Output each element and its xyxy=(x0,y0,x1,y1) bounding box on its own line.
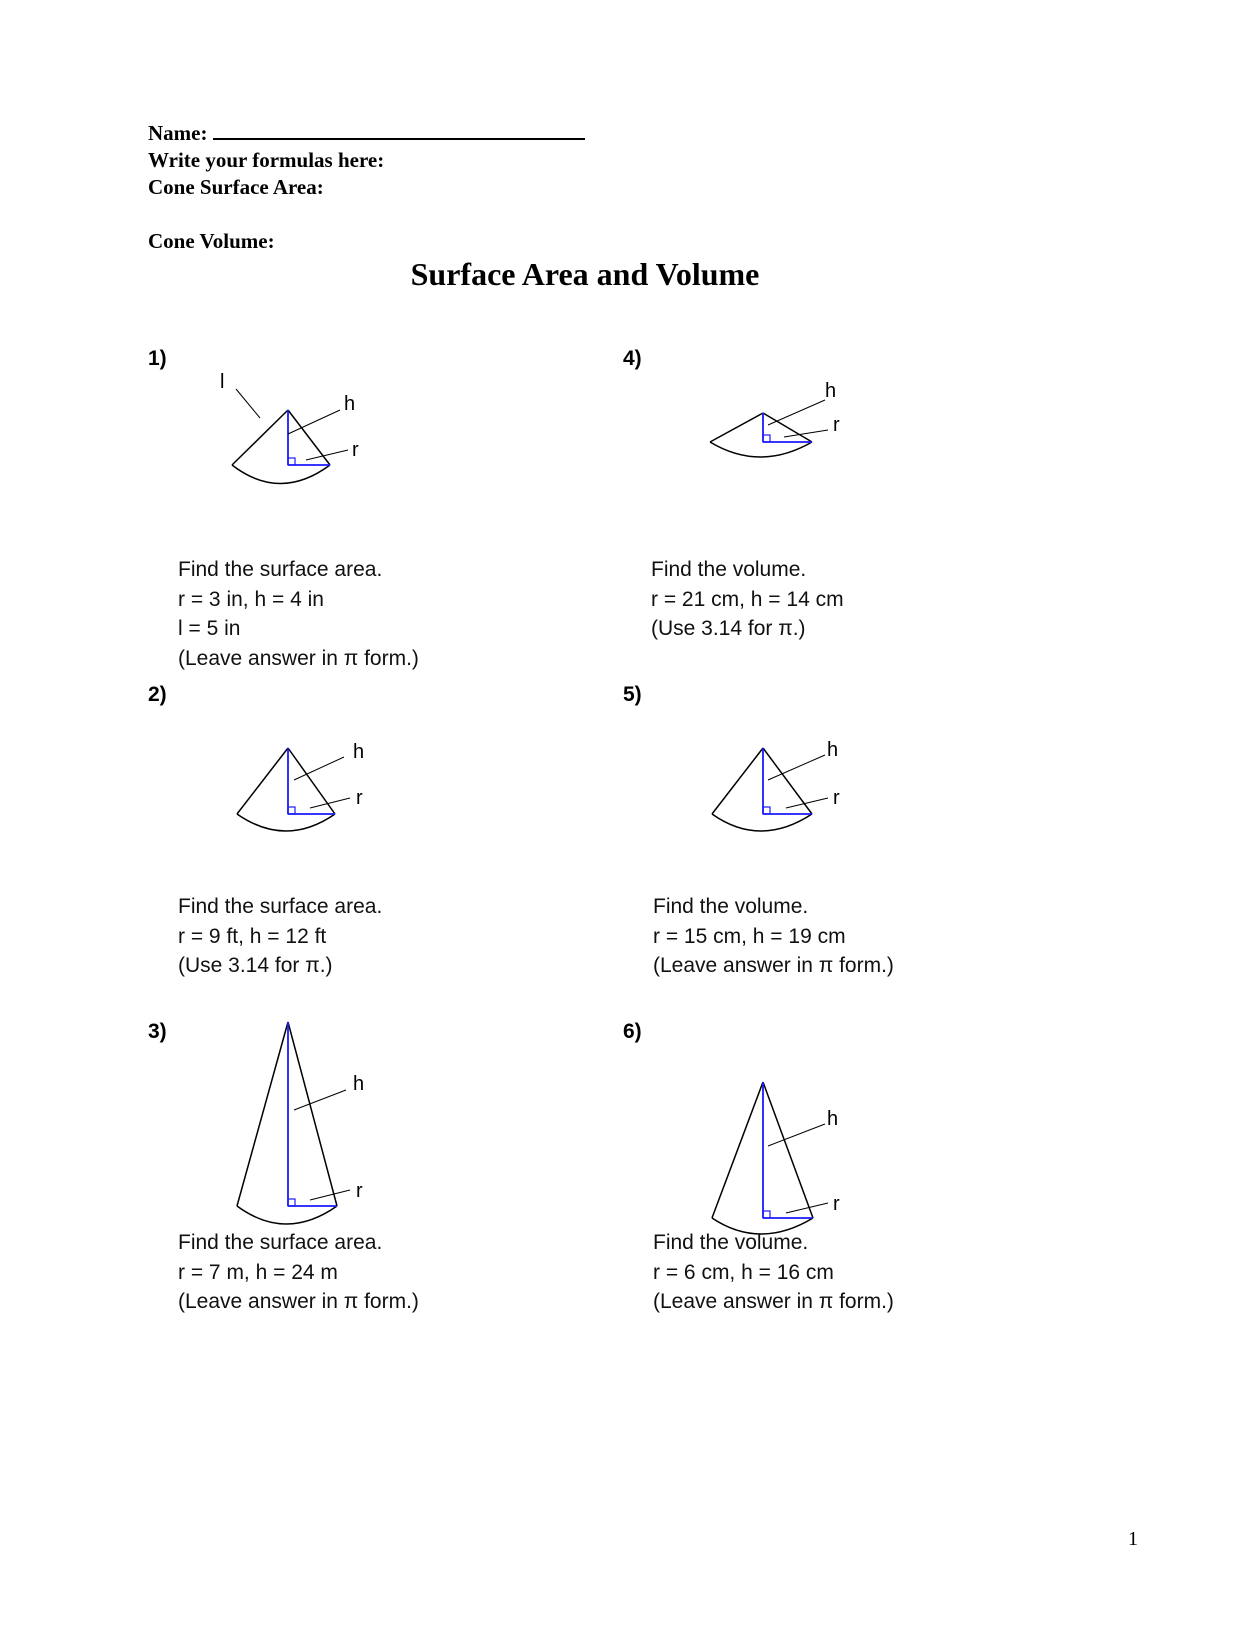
name-blank-line[interactable] xyxy=(213,120,585,140)
problem-3-cone-diagram xyxy=(200,1010,400,1225)
problem-2-cone-diagram xyxy=(200,700,400,835)
problem-2-text xyxy=(178,892,382,981)
problem-given: r = 6 cm, h = 16 cm xyxy=(653,1260,834,1284)
problem-task: Find the volume. xyxy=(653,895,809,918)
worksheet-header xyxy=(148,120,585,255)
cone-volume-label: Cone Volume: xyxy=(148,229,275,253)
problem-3-text xyxy=(178,1228,419,1317)
problem-4-cone-diagram xyxy=(700,372,900,477)
name-label: Name: xyxy=(148,121,208,145)
problem-given: r = 15 cm, h = 19 cm xyxy=(653,924,846,948)
problem-5-text xyxy=(653,892,894,981)
height-label: h xyxy=(344,393,356,415)
slant-label: l xyxy=(220,371,225,393)
height-label: h xyxy=(827,739,839,761)
problem-note: (Leave answer in π form.) xyxy=(178,646,419,670)
formulas-label: Write your formulas here: xyxy=(148,148,385,172)
name-row xyxy=(148,120,585,147)
problem-note: (Leave answer in π form.) xyxy=(178,1290,419,1313)
problem-task: Find the surface area. xyxy=(178,558,383,581)
radius-label: r xyxy=(833,1193,840,1215)
page-title: Surface Area and Volume xyxy=(410,256,760,292)
problem-1-cone-diagram xyxy=(200,372,400,497)
problem-6-cone-diagram xyxy=(700,1070,900,1235)
problem-6-number: 6) xyxy=(623,1020,642,1043)
problem-task: Find the surface area. xyxy=(178,895,383,918)
problem-extra: l = 5 in xyxy=(178,617,241,640)
radius-label: r xyxy=(352,439,359,461)
problem-4-text xyxy=(651,555,844,644)
height-label: h xyxy=(353,741,365,763)
height-label: h xyxy=(353,1073,365,1095)
radius-label: r xyxy=(833,787,840,809)
problem-task: Find the volume. xyxy=(653,1231,809,1254)
problem-task: Find the volume. xyxy=(651,558,807,581)
problem-1-text xyxy=(178,555,419,673)
problem-given: r = 21 cm, h = 14 cm xyxy=(651,587,844,611)
radius-label: r xyxy=(833,414,840,436)
height-label: h xyxy=(825,380,837,402)
problem-given: r = 9 ft, h = 12 ft xyxy=(178,924,327,948)
problem-task: Find the surface area. xyxy=(178,1231,383,1254)
cone-surface-area-label: Cone Surface Area: xyxy=(148,175,324,199)
problem-note: (Leave answer in π form.) xyxy=(653,1290,894,1313)
radius-label: r xyxy=(356,787,363,809)
problem-6-text xyxy=(653,1228,894,1317)
problem-2-number: 2) xyxy=(148,683,167,706)
problem-5-number: 5) xyxy=(623,683,642,706)
problem-4-number: 4) xyxy=(623,347,642,370)
problem-given: r = 3 in, h = 4 in xyxy=(178,587,324,611)
problem-5-cone-diagram xyxy=(700,700,900,835)
problem-3-number: 3) xyxy=(148,1020,167,1043)
problem-1-number: 1) xyxy=(148,347,167,370)
formula-blank-space[interactable] xyxy=(148,201,585,228)
problem-note: (Use 3.14 for π.) xyxy=(651,617,806,640)
radius-label: r xyxy=(356,1180,363,1202)
problem-note: (Leave answer in π form.) xyxy=(653,954,894,977)
height-label: h xyxy=(827,1108,839,1130)
problem-note: (Use 3.14 for π.) xyxy=(178,954,333,977)
page-number: 1 xyxy=(1128,1528,1138,1550)
problem-given: r = 7 m, h = 24 m xyxy=(178,1260,338,1284)
